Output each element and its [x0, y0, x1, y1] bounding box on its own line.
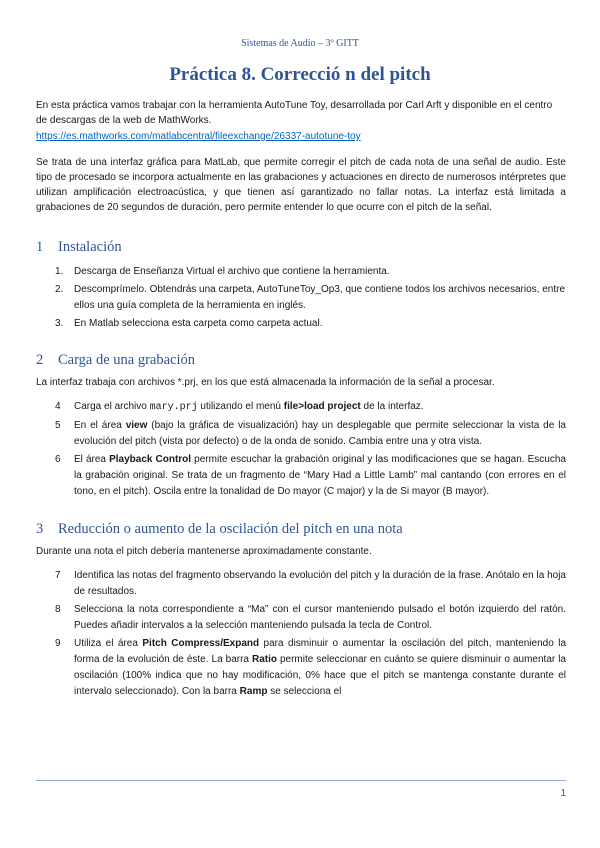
section-title: Carga de una grabación — [58, 352, 196, 368]
file-name: mary.prj — [149, 402, 198, 413]
list-item — [36, 418, 566, 450]
ui-area-name: Pitch Compress/Expand — [142, 638, 260, 649]
item-number: 6 — [55, 454, 61, 465]
item-text: para disminuir o aumentar la oscilación del pitch, manteniendo la forma de la evolución de éste. La barra — [74, 638, 567, 665]
item-text: Selecciona la nota correspondiente a “Ma” con el cursor manteniendo pulsado el botón izquierdo del ratón. Puedes añadir intervalos a la selección manteniendo pulsada la tecla de Control. — [74, 604, 566, 631]
footer-divider — [36, 780, 566, 781]
item-number: 2. — [55, 284, 64, 295]
intro-paragraph — [36, 98, 566, 128]
loading-steps — [36, 399, 566, 500]
list-item — [36, 602, 566, 634]
document-title: Práctica 8. Correcció n del pitch — [169, 64, 431, 85]
page-number: 1 — [560, 788, 566, 799]
list-item — [36, 636, 566, 700]
ui-control-name: Ratio — [251, 654, 277, 665]
list-item — [36, 568, 566, 600]
running-header: Sistemas de Audio – 3º GITT — [241, 38, 359, 49]
pitch-steps — [36, 568, 566, 700]
item-text: Utiliza el área — [74, 638, 143, 649]
section-title: Instalación — [58, 239, 122, 255]
section-lead: La interfaz trabaja con archivos *.prj, en los que está almacenada la información de la señal a procesar. — [36, 377, 495, 388]
item-text: (bajo la gráfica de visualización) hay un desplegable que permite seleccionar la vista de la evolución del pitch (vista por defecto) o de la onda de sonido. Cambia entre una y otra vista. — [74, 420, 566, 447]
section-heading-loading — [36, 352, 566, 369]
section-heading-installation — [36, 239, 566, 256]
section-number: 2 — [36, 352, 44, 368]
ui-area-name: view — [125, 420, 148, 431]
item-text: En Matlab selecciona esta carpeta como carpeta actual. — [74, 318, 323, 329]
item-number: 5 — [55, 420, 61, 431]
item-text: El área — [74, 454, 110, 465]
item-text: Descarga de Enseñanza Virtual el archivo que contiene la herramienta. — [74, 266, 390, 277]
section-heading-pitch-oscillation — [36, 521, 566, 538]
item-text: se selecciona el — [267, 686, 342, 697]
intro-text: En esta práctica vamos trabajar con la herramienta AutoTune Toy, desarrollada por Carl Arft y disponible en el centro de descargas de la web de MathWorks. — [36, 100, 553, 126]
section-number: 1 — [36, 239, 44, 255]
installation-steps — [36, 264, 566, 332]
section-number: 3 — [36, 521, 44, 537]
menu-path: file>load project — [283, 401, 361, 412]
ui-control-name: Ramp — [239, 686, 268, 697]
item-text: utilizando el menú — [197, 401, 284, 412]
mathworks-link[interactable]: https://es.mathworks.com/matlabcentral/fileexchange/26337-autotune-toy — [36, 131, 361, 142]
item-text: permite escuchar la grabación original y las modificaciones que se hagan. Escucha la grabación original. Se trata de un fragmento de “Mary Had a Little Lamb” mal cantando (con errores en el tono, en el pitch). Oscila entre la tonalidad de Do mayor (C major) y la de Si mayor (B mayor). — [74, 454, 566, 497]
item-number: 3. — [55, 318, 64, 329]
item-text: permite seleccionar en cuánto se quiere disminuir o aumentar la oscilación (100% indica que no hay modificación, 0% hace que el pitch se mantenga constante durante el intervalo seleccionado). Con la barra — [74, 654, 566, 697]
item-number: 8 — [55, 604, 61, 615]
list-item — [36, 452, 566, 500]
item-number: 1. — [55, 266, 64, 277]
document-body — [36, 98, 566, 700]
section-title: Reducción o aumento de la oscilación del pitch en una nota — [58, 521, 403, 537]
item-text: Descomprímelo. Obtendrás una carpeta, AutoTuneToy_Op3, que contiene todos los archivos necesarios, entre ellos una guía completa de la herramienta en inglés. — [74, 284, 566, 311]
list-item — [36, 264, 566, 280]
description-paragraph: Se trata de una interfaz gráfica para MatLab, que permite corregir el pitch de cada nota de una señal de audio. Este tipo de procesado se incorpora actualmente en las grabaciones y actuaciones en directo de numerosos intérpretes que utilizan amplificación electroacústica, y que tienen así garantizado no fallar notas. La interfaz está limitada a grabaciones de 20 segundos de duración, pero permite entender lo que ocurre con el pitch de la señal. — [36, 157, 566, 213]
item-text: de la interfaz. — [360, 401, 424, 412]
ui-area-name: Playback Control — [109, 454, 192, 465]
item-text: Identifica las notas del fragmento observando la evolución del pitch y la duración de la frase. Anótalo en la hoja de resultados. — [74, 570, 566, 597]
item-number: 4 — [55, 401, 61, 412]
item-number: 7 — [55, 570, 61, 581]
list-item — [36, 282, 566, 314]
intro-link-line — [36, 129, 566, 144]
list-item — [36, 399, 566, 416]
item-text: En el área — [74, 420, 126, 431]
item-number: 9 — [55, 638, 61, 649]
item-text: Carga el archivo — [74, 401, 150, 412]
list-item — [36, 316, 566, 332]
section-lead: Durante una nota el pitch debería mantenerse aproximadamente constante. — [36, 546, 372, 557]
